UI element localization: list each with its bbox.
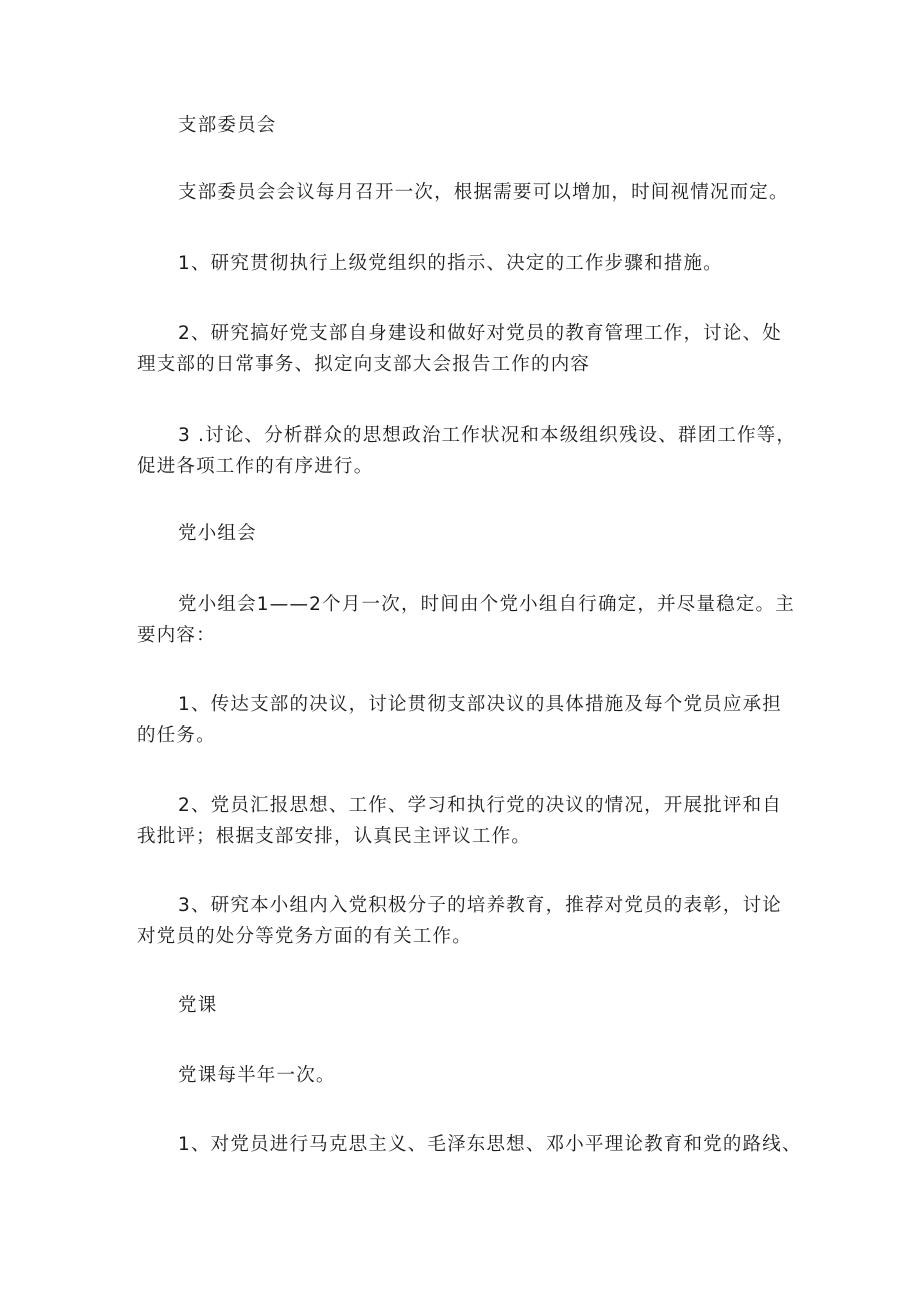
section-heading-party-lecture: 党课 bbox=[178, 995, 218, 1016]
paragraph-party-group-intro: 党小组会1——2个月一次，时间由个党小组自行确定，并尽量稳定。主 bbox=[178, 594, 795, 615]
party-group-item-2: 2、党员汇报思想、工作、学习和执行党的决议的情况，开展批评和自 bbox=[178, 795, 782, 816]
branch-committee-item-1: 1、研究贯彻执行上级党组织的指示、决定的工作步骤和措施。 bbox=[178, 253, 723, 274]
paragraph-branch-committee-intro: 支部委员会会议每月召开一次，根据需要可以增加，时间视情况而定。 bbox=[178, 182, 789, 203]
branch-committee-item-3: 3 .讨论、分析群众的思想政治工作状况和本级组织残设、群团工作等， bbox=[178, 425, 797, 446]
party-group-item-1: 1、传达支部的决议，讨论贯彻支部决议的具体措施及每个党员应承担 bbox=[178, 694, 782, 715]
paragraph-party-group-intro-cont: 要内容： bbox=[137, 625, 216, 646]
party-group-item-3-cont: 对党员的处分等党务方面的有关工作。 bbox=[137, 926, 472, 947]
section-heading-party-group: 党小组会 bbox=[178, 523, 257, 544]
party-group-item-3: 3、研究本小组内入党积极分子的培养教育，推荐对党员的表彰，讨论 bbox=[178, 895, 782, 916]
branch-committee-item-2: 2、研究搞好党支部自身建设和做好对党员的教育管理工作，讨论、处 bbox=[178, 323, 782, 344]
party-group-item-2-cont: 我批评；根据支部安排，认真民主评议工作。 bbox=[137, 826, 532, 847]
party-group-item-1-cont: 的任务。 bbox=[137, 725, 216, 746]
paragraph-party-lecture-intro: 党课每半年一次。 bbox=[178, 1065, 336, 1086]
section-heading-branch-committee: 支部委员会 bbox=[178, 115, 277, 136]
branch-committee-item-2-cont: 理支部的日常事务、拟定向支部大会报告工作的内容 bbox=[137, 354, 591, 375]
branch-committee-item-3-cont: 促进各项工作的有序进行。 bbox=[137, 456, 374, 477]
party-lecture-item-1: 1、对党员进行马克思主义、毛泽东思想、邓小平理论教育和党的路线、 bbox=[178, 1134, 802, 1155]
